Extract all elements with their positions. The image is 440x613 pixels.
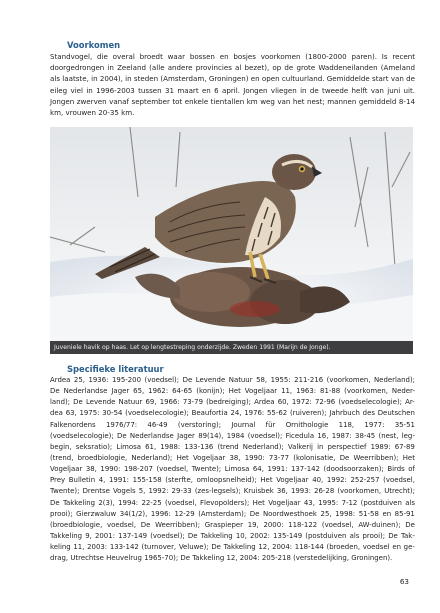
reference-line: (voedselecologie); De Nederlandse Jager 89(14), 1984 (voedsel); Ficedula 16, 1987: 38-45 (nest, leg- bbox=[50, 431, 415, 440]
reference-line: De Nederlandse Jager 65, 1962: 64-65 (konijn); Het Vogeljaar 11, 1963: 81-88 (voorkomen, Neder- bbox=[50, 387, 415, 396]
section-heading-literatuur: Specifieke literatuur bbox=[67, 364, 164, 374]
reference-line: begin, seksratio); Limosa 61, 1988: 133-136 (trend Nederland); Valkerij in perspectief 1989: 67-89 bbox=[50, 442, 415, 451]
reference-line: Prey Bulletin 4, 1991: 155-158 (sterfte, omloopsnelheid); Het Vogeljaar 40, 1992: 252-257 (voedsel, bbox=[50, 476, 415, 485]
photo-caption: Juveniele havik op haas. Let op lengtestreping onderzijde. Zweden 1991 (Marijn de Jonge). bbox=[50, 341, 413, 354]
reference-line: (trend, broedbiologie, Nederland); Het Vogeljaar 38, 1990: 73-77 (kolonisatie, De Weerribben); Het bbox=[50, 453, 415, 462]
page-number: 63 bbox=[399, 577, 409, 586]
reference-line: (broedbiologie, voedsel, De Weerribben); Graspieper 19, 2000: 118-122 (voedsel, AW-duinen); De bbox=[50, 520, 415, 529]
reference-line: prooi); Gierzwaluw 34(1/2), 1996: 12-29 (Amsterdam); De Noordwesthoek 25, 1998: 51-58 en 85-91 bbox=[50, 509, 415, 518]
reference-line: De Takkeling 2(3), 1994: 22-25 (voedsel, Flevopolders); Het Vogeljaar 43, 1995: 7-12 (postduiven als bbox=[50, 498, 415, 507]
voorkomen-paragraph: Standvogel, die overal broedt waar bossen en bosjes voorkomen (1800-2000 paren). Is recent doorgedrongen in Zeeland (alle andere provincies al bezet), op de grote Waddeneilanden (Ameland als laatste, in 2004), in steden (Amsterdam, Groningen) en open cultuurland. Gemiddelde start van de eileg viel in 1996-2003 tussen 31 maart en 6 april. Jongen vliegen in de tweede helft van juni uit. Jongen zwerven vanaf september tot enkele tientallen km weg van het nest; mannen gemiddeld 8-14 km, vrouwen 20-35 km. bbox=[50, 52, 415, 118]
reference-line: Twente); Drentse Vogels 5, 1992: 29-33 (zes-legsels); Kruisbek 36, 1993: 26-28 (voorkomen, Utrecht); bbox=[50, 487, 415, 496]
reference-line: drag, Utrechtse Heuvelrug 1965-70); De Takkeling 12, 2004: 205-218 (verstedelijking, Groningen). bbox=[50, 554, 393, 563]
literature-reference-list bbox=[50, 375, 415, 564]
reference-line: dea 63, 1975: 30-54 (voedselecologie); Beaufortia 24, 1976: 55-62 (ruiveren); Jahrbuch des Deutschen bbox=[50, 409, 415, 418]
photo-juvenile-goshawk-on-hare bbox=[50, 127, 413, 343]
reference-line: Falkenordens 1976/77: 46-49 (verstoring); Journal für Ornithologie 118, 1977: 35-51 bbox=[50, 420, 415, 429]
photo-illustration bbox=[50, 127, 413, 343]
reference-line: Takkeling 9, 2001: 137-149 (voedsel); De Takkeling 10, 2002: 135-149 (postduiven als prooi); De Tak- bbox=[50, 531, 415, 540]
reference-line: Ardea 25, 1936: 195-200 (voedsel); De Levende Natuur 58, 1955: 211-216 (voorkomen, Nederland); bbox=[50, 376, 415, 384]
reference-line: keling 11, 2003: 133-142 (turnover, Veluwe); De Takkeling 12, 2004: 118-144 (broeden, voedsel en ge- bbox=[50, 543, 415, 552]
reference-line: land); De Levende Natuur 69, 1966: 73-79 (bedreiging); Ardea 60, 1972: 72-96 (voedselecologie); Ar- bbox=[50, 398, 415, 407]
reference-line: Vogeljaar 38, 1990: 198-207 (voedsel, Twente); Limosa 64, 1991: 137-142 (doodsoorzaken); Birds of bbox=[50, 465, 415, 474]
section-heading-voorkomen: Voorkomen bbox=[67, 40, 121, 50]
